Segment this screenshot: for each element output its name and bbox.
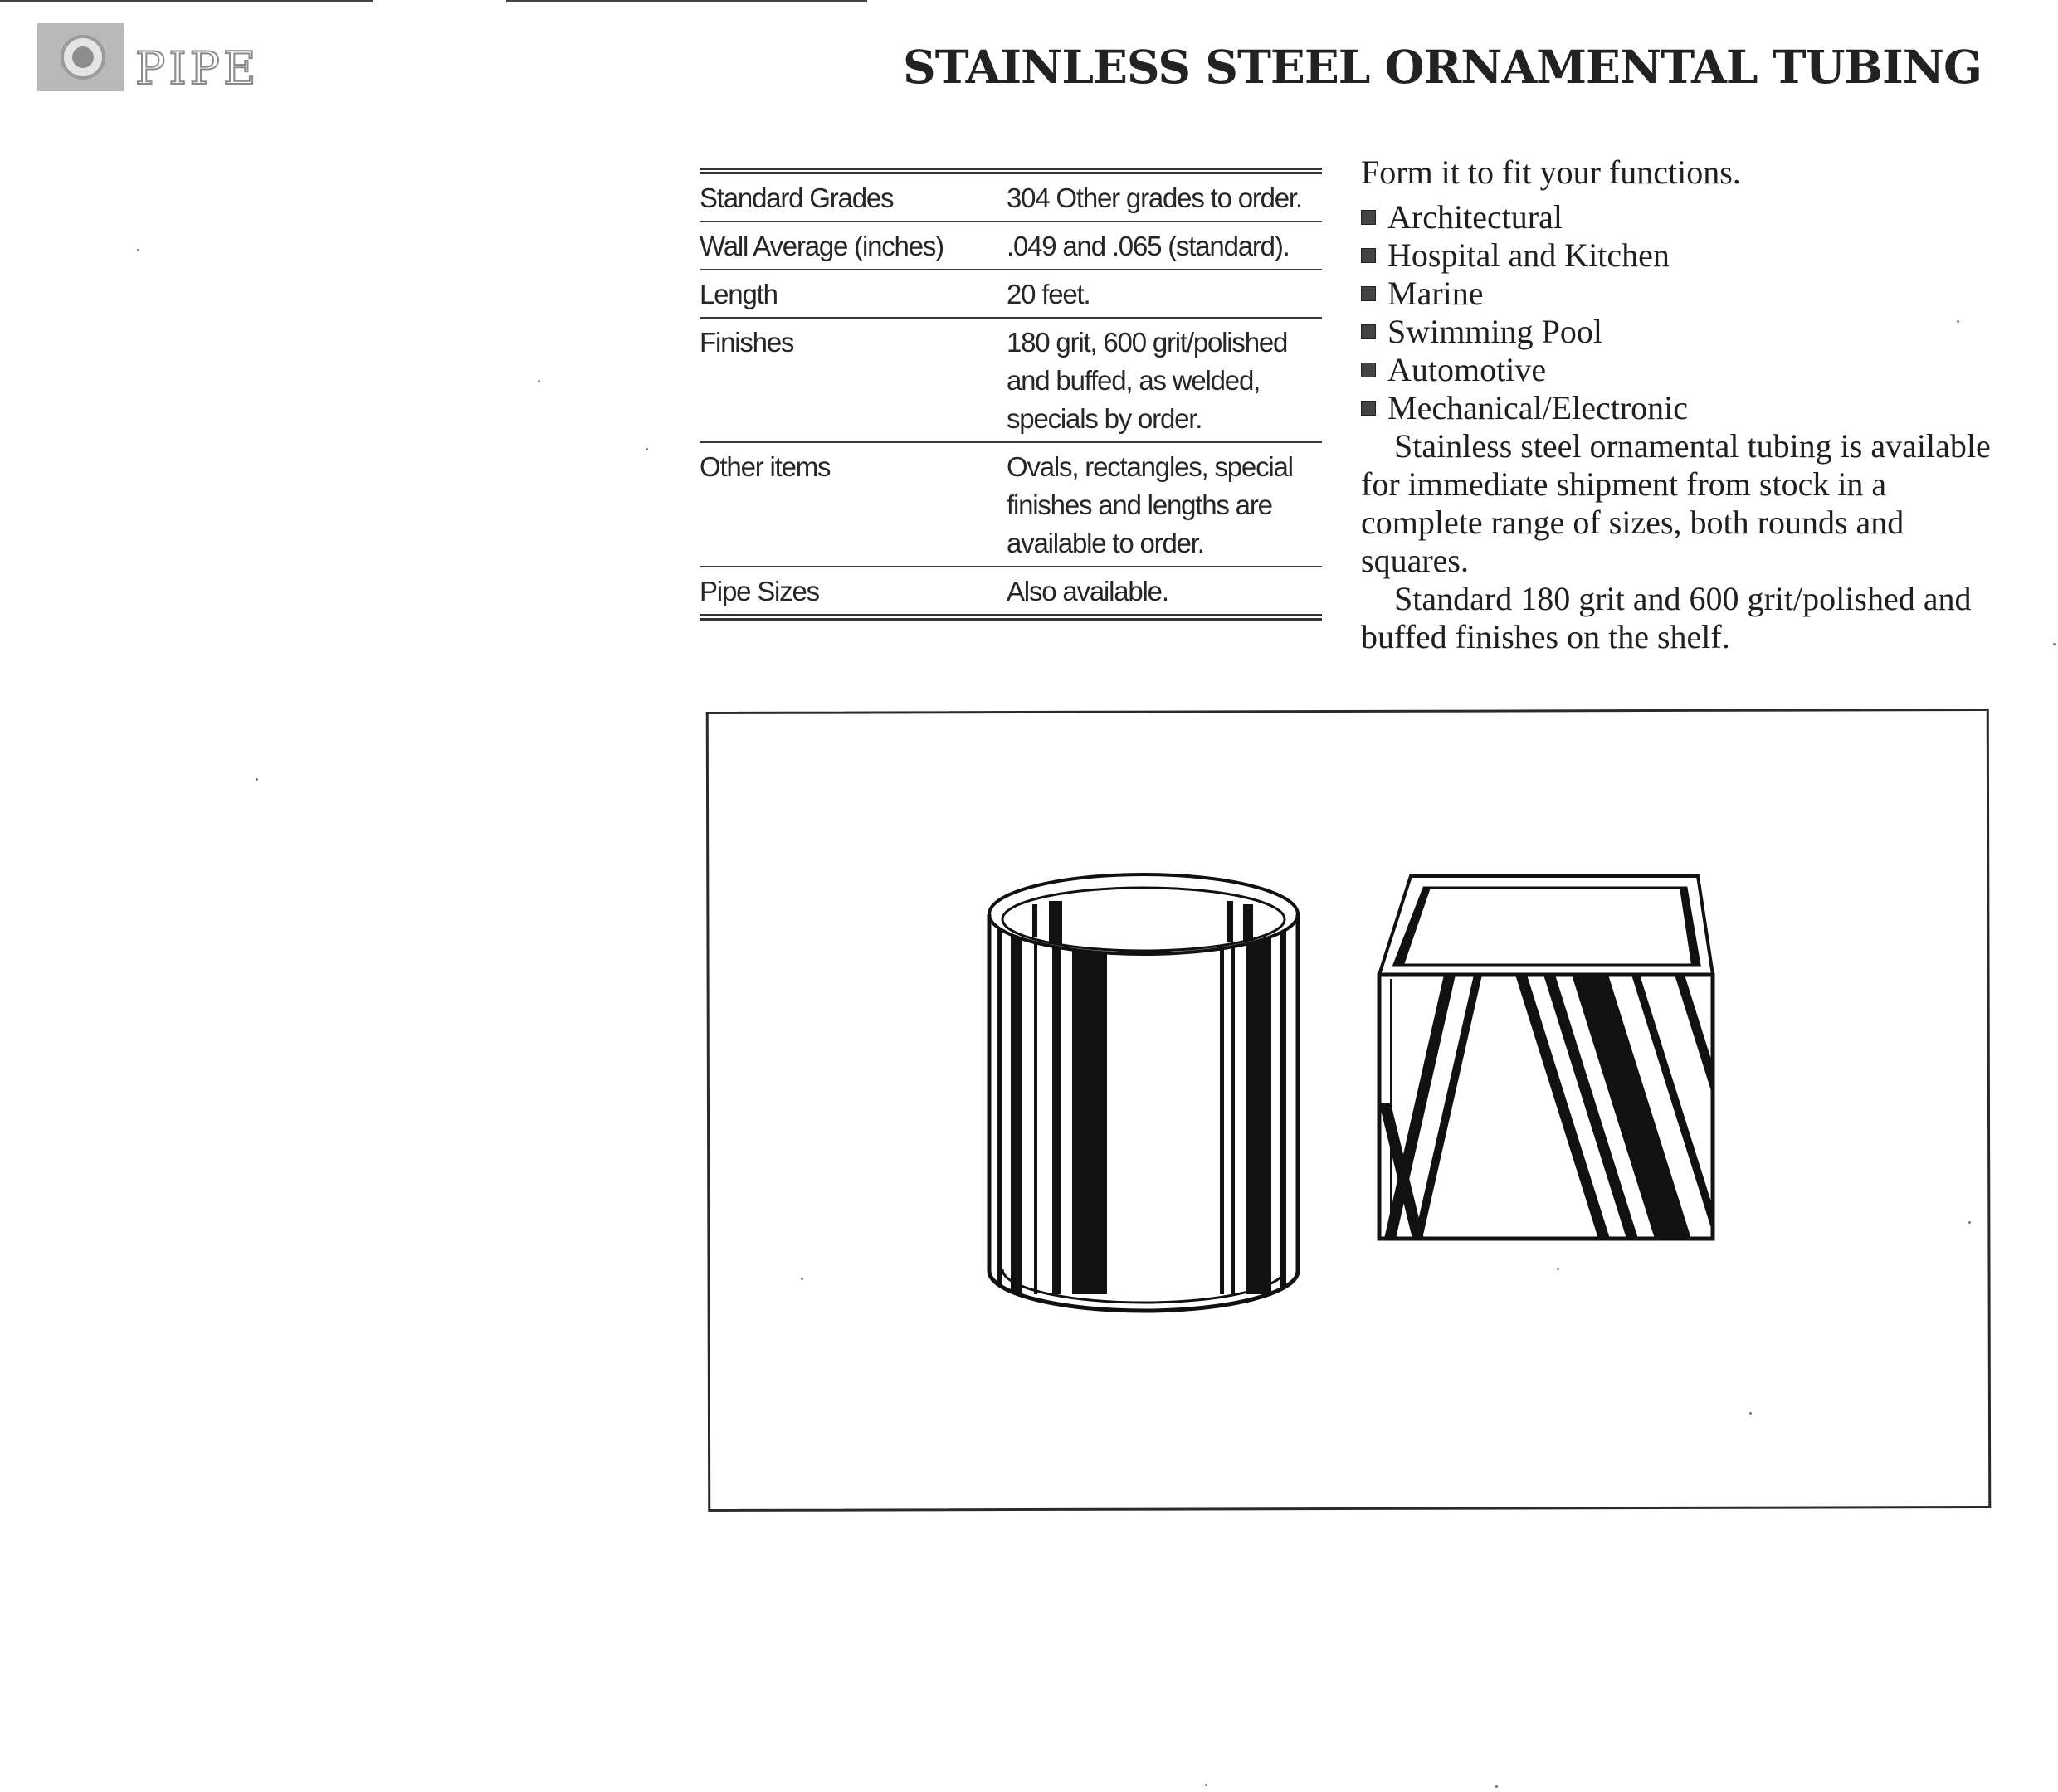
- round-tube-icon: [979, 855, 1311, 1319]
- bullet-square-icon: [1361, 210, 1376, 225]
- applications-list: [1361, 198, 1992, 427]
- description-paragraph: Stainless steel ornamental tubing is available for immediate shipment from stock in a complete range of sizes, both rounds and squares.: [1361, 427, 1991, 579]
- scan-speck: [1557, 1268, 1559, 1270]
- spec-label: Standard Grades: [700, 183, 894, 213]
- bullet-square-icon: [1361, 248, 1376, 263]
- brand-logo: [37, 23, 260, 95]
- spec-value: .049 and .065 (standard).: [1007, 231, 1290, 261]
- top-edge-line: [0, 0, 373, 2]
- spec-row: [700, 441, 1322, 566]
- list-item: [1361, 275, 1992, 313]
- intro-text: Form it to fit your functions.: [1361, 153, 1741, 191]
- scan-speck: [2053, 643, 2056, 645]
- list-item-label: Hospital and Kitchen: [1387, 236, 1670, 274]
- tubing-illustration: [979, 855, 1726, 1319]
- spec-row: [700, 269, 1322, 317]
- spec-row: [700, 566, 1322, 614]
- bullet-square-icon: [1361, 286, 1376, 301]
- bullet-square-icon: [1361, 401, 1376, 416]
- list-item: [1361, 351, 1992, 389]
- spec-label: Finishes: [700, 327, 794, 358]
- scan-speck: [1495, 1785, 1498, 1788]
- spec-row: [700, 174, 1322, 221]
- top-edge-line: [506, 0, 867, 2]
- spec-label: Length: [700, 279, 778, 309]
- spec-row: [700, 317, 1322, 441]
- spec-value: Ovals, rectangles, special finishes and lengths are available to order.: [1007, 451, 1293, 558]
- list-item-label: Mechanical/Electronic: [1387, 389, 1689, 426]
- description-paragraph: Standard 180 grit and 600 grit/polished and buffed finishes on the shelf.: [1361, 580, 1972, 655]
- scan-speck: [1205, 1784, 1207, 1786]
- list-item: [1361, 198, 1992, 236]
- list-item-label: Swimming Pool: [1387, 313, 1602, 350]
- scan-speck: [1968, 1221, 1971, 1224]
- scan-speck: [1749, 1412, 1752, 1415]
- scan-speck: [538, 380, 540, 382]
- bullet-square-icon: [1361, 324, 1376, 339]
- spec-label: Other items: [700, 451, 831, 482]
- spec-label: Wall Average (inches): [700, 231, 944, 261]
- scan-speck: [801, 1278, 803, 1280]
- spec-value: 304 Other grades to order.: [1007, 183, 1302, 213]
- scan-speck: [256, 778, 258, 781]
- page-title: STAINLESS STEEL ORNAMENTAL TUBING: [903, 40, 1982, 94]
- list-item: [1361, 313, 1992, 351]
- brand-name: PIPE: [135, 42, 260, 95]
- list-item-label: Architectural: [1387, 198, 1563, 236]
- spec-label: Pipe Sizes: [700, 576, 819, 606]
- spec-row: [700, 221, 1322, 269]
- list-item: [1361, 389, 1992, 427]
- description-column: [1361, 153, 1992, 656]
- spec-value: Also available.: [1007, 576, 1168, 606]
- list-item-label: Automotive: [1387, 351, 1547, 388]
- bullet-square-icon: [1361, 363, 1376, 377]
- logo-emblem-icon: [37, 23, 124, 91]
- square-tube-icon: [1379, 876, 1726, 1239]
- scan-speck: [137, 249, 139, 251]
- spec-value: 180 grit, 600 grit/polished and buffed, as welded, specials by order.: [1007, 327, 1288, 434]
- scan-speck: [1957, 320, 1959, 323]
- scan-speck: [646, 448, 648, 450]
- list-item-label: Marine: [1387, 275, 1484, 312]
- spec-table: [700, 168, 1322, 621]
- spec-value: 20 feet.: [1007, 279, 1090, 309]
- list-item: [1361, 236, 1992, 275]
